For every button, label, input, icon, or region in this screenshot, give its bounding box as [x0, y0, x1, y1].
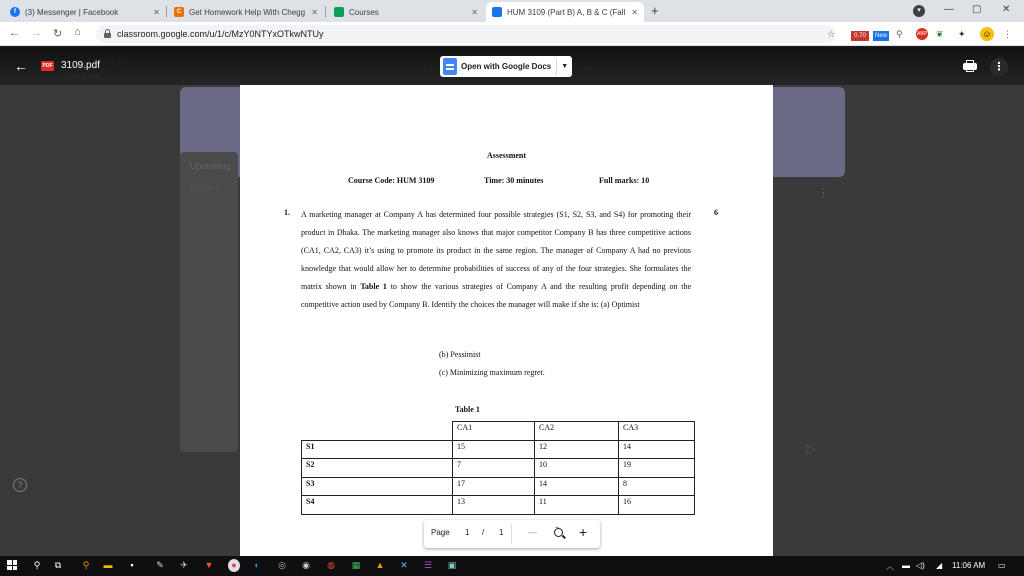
close-tab-icon[interactable]: ✕: [471, 7, 478, 17]
table-reference: Table 1: [360, 281, 387, 291]
table-row: [302, 496, 695, 515]
maximize-icon[interactable]: ▢: [972, 4, 982, 15]
upcoming-subtext: Woohoo, no: [190, 185, 223, 191]
tab-messenger[interactable]: [4, 2, 166, 22]
url-text[interactable]: classroom.google.com/u/1/c/MzY0NTYxOTkwNTUy: [117, 29, 324, 39]
tab-title: HUM 3109 (Part B) A, B & C (Fall: [507, 7, 626, 17]
zoom-in-button[interactable]: +: [579, 524, 588, 540]
open-with-google-docs-button[interactable]: [440, 56, 572, 77]
classroom-icon: [492, 7, 502, 17]
page-navigation: [424, 520, 600, 548]
pdf-page: [240, 85, 773, 556]
file-explorer-icon[interactable]: ▬: [103, 560, 113, 570]
course-code: Course Code: HUM 3109: [348, 176, 435, 185]
close-window-icon[interactable]: ✕: [1002, 4, 1011, 15]
bird-app-icon[interactable]: ✈: [180, 560, 188, 570]
tab-title: Get Homework Help With Chegg: [189, 7, 306, 17]
reload-icon[interactable]: ↻: [53, 28, 63, 40]
send-icon: ▷: [806, 441, 816, 456]
total-pages: 1: [499, 528, 504, 537]
table-cell: 15: [453, 440, 535, 459]
home-icon[interactable]: ⌂: [74, 26, 81, 38]
chevron-down-icon[interactable]: ▼: [561, 63, 569, 70]
forward-icon[interactable]: →: [31, 27, 42, 39]
brave-icon[interactable]: ▼: [204, 560, 214, 570]
profit-matrix-table: [301, 421, 695, 515]
table-cell: 19: [619, 459, 695, 478]
tab-search-icon[interactable]: ▾: [913, 5, 925, 17]
zoom-reset-icon[interactable]: [554, 528, 563, 537]
minimize-icon[interactable]: —: [944, 4, 954, 15]
extension-search-icon[interactable]: ⚲: [896, 29, 903, 39]
table-cell: 8: [619, 477, 695, 496]
pagenav-divider: [511, 524, 512, 544]
extension-puzzle-icon[interactable]: ✦: [958, 29, 966, 39]
question-text-part1: A marketing manager at Company A has determined four possible strategies (S1, S2, S3, and S4) for promoting their product in Dhaka. The marketing manager also knows that major competitor Company B has three competitive actions (CA1, CA2, CA3) it’s using to promote its product in the same region. The manager of Company A had no previous knowledge that would allow her to determine probabilities of success of any of the four strategies. She formulates the matrix shown in: [301, 210, 691, 291]
more-options-icon: ⋮: [818, 187, 829, 199]
option-b: (b) Pessimist: [439, 350, 481, 359]
row-label: S3: [302, 477, 453, 496]
more-actions-icon[interactable]: ⋮: [990, 58, 1008, 76]
option-c: (c) Minimizing maximum regret.: [439, 368, 545, 377]
open-with-label: Open with Google Docs: [461, 58, 557, 75]
close-viewer-back-icon[interactable]: ←: [14, 58, 28, 74]
header-ca3: CA3: [619, 422, 695, 441]
table-cell: 11: [535, 496, 619, 515]
table-title: Table 1: [455, 405, 480, 414]
question-number: 1.: [284, 208, 290, 217]
question-marks: 6: [714, 208, 718, 217]
terminal-icon[interactable]: ▪: [130, 560, 134, 570]
tab-chegg[interactable]: [168, 2, 324, 22]
table-header-row: [302, 422, 695, 441]
star-icon[interactable]: ☆: [827, 29, 836, 39]
table-cell: 17: [453, 477, 535, 496]
upcoming-heading: Upcoming: [190, 161, 231, 171]
row-label: S1: [302, 440, 453, 459]
tab-hum3109[interactable]: [486, 2, 644, 22]
help-icon[interactable]: ?: [13, 478, 27, 492]
tab-title: Courses: [349, 7, 379, 17]
volume-icon[interactable]: ◁): [916, 561, 925, 570]
app-grid-icon[interactable]: ▦: [351, 560, 361, 570]
question-text: [301, 206, 691, 313]
table-cell: 12: [535, 440, 619, 459]
pen-app-icon[interactable]: ✎: [156, 560, 164, 570]
table-row: [302, 459, 695, 478]
upcoming-card: [180, 152, 238, 452]
page-separator: /: [482, 528, 485, 537]
extension-badge[interactable]: 0.70: [851, 31, 869, 41]
lock-icon[interactable]: [104, 29, 111, 38]
profile-avatar[interactable]: ☺: [980, 27, 994, 41]
file-name: 3109.pdf: [61, 60, 100, 71]
vlc-icon[interactable]: ▲: [375, 560, 385, 570]
print-body-shape: [963, 63, 977, 70]
messenger-icon: f: [10, 7, 20, 17]
classroom-icon: [334, 7, 344, 17]
pdf-file-icon: PDF: [42, 63, 53, 69]
battery-icon[interactable]: ▬: [902, 561, 910, 570]
app-window-icon[interactable]: ▣: [447, 560, 457, 570]
windows-start-icon[interactable]: [7, 560, 17, 570]
tab-separator: [166, 6, 167, 17]
zoom-out-button[interactable]: —: [528, 527, 537, 537]
adblock-icon[interactable]: ABP: [916, 28, 928, 40]
row-label: S2: [302, 459, 453, 478]
google-docs-icon: [443, 58, 457, 75]
chrome-icon[interactable]: ●: [228, 559, 240, 572]
close-tab-icon[interactable]: ✕: [311, 7, 318, 17]
notification-icon[interactable]: ▭: [998, 561, 1006, 570]
document-title: Assessment: [486, 151, 527, 160]
wifi-icon[interactable]: ◢: [936, 561, 943, 570]
browser-menu-icon[interactable]: ⋮: [1003, 29, 1012, 39]
opera-icon[interactable]: ◍: [327, 560, 335, 570]
current-page-input[interactable]: 1: [465, 528, 470, 537]
page-label: Page: [431, 528, 450, 537]
app-circle-icon[interactable]: ◎: [278, 560, 286, 570]
tab-title: (3) Messenger | Facebook: [25, 7, 119, 17]
app-list-icon[interactable]: ☰: [423, 560, 433, 570]
table-cell: 14: [535, 477, 619, 496]
search-icon[interactable]: ⚲: [33, 560, 41, 570]
app-globe-icon[interactable]: ◉: [302, 560, 310, 570]
extension-grammar-icon[interactable]: ❦: [936, 29, 944, 39]
close-tab-icon[interactable]: ✕: [153, 7, 160, 17]
header-ca2: CA2: [535, 422, 619, 441]
app-x-icon[interactable]: ✕: [400, 560, 408, 570]
task-view-icon[interactable]: ⧉: [54, 560, 62, 570]
print-icon[interactable]: [963, 60, 977, 72]
row-label: S4: [302, 496, 453, 515]
table-cell: 7: [453, 459, 535, 478]
back-icon[interactable]: ←: [9, 27, 20, 39]
option-a: (a) Optimist: [600, 299, 640, 309]
header-ca1: CA1: [453, 422, 535, 441]
edge-icon[interactable]: ◐: [254, 560, 260, 570]
close-tab-icon[interactable]: ✕: [631, 7, 638, 17]
search-app-icon[interactable]: ⚲: [82, 560, 90, 570]
table-cell: 14: [619, 440, 695, 459]
chegg-icon: C: [174, 7, 184, 17]
tab-courses[interactable]: [328, 2, 484, 22]
question-text-part2: to show the various strategies of Company A and the resulting profit depending on the competitive action used by Company B. Identify the choices the manager will make if she is:: [301, 281, 692, 309]
new-tab-button[interactable]: +: [651, 3, 659, 18]
time-limit: Time: 30 minutes: [484, 176, 544, 185]
table-cell: 16: [619, 496, 695, 515]
table-cell: 13: [453, 496, 535, 515]
table-row: [302, 477, 695, 496]
full-marks: Full marks: 10: [599, 176, 650, 185]
table-cell: 10: [535, 459, 619, 478]
tray-chevron-icon[interactable]: ︿: [886, 562, 894, 571]
extension-new-icon[interactable]: New: [874, 33, 887, 39]
clock[interactable]: 11:06 AM: [952, 561, 986, 570]
table-row: [302, 440, 695, 459]
header-corner: [302, 422, 453, 441]
tab-separator: [325, 6, 326, 17]
